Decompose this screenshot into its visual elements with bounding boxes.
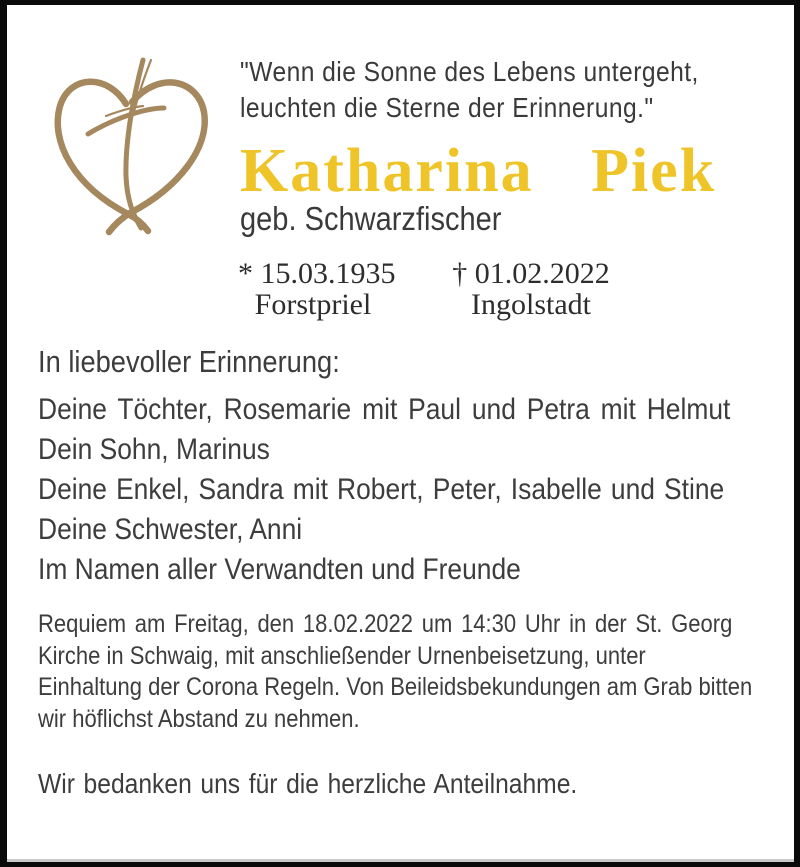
birth-symbol: * (238, 257, 253, 290)
quote-line-1: "Wenn die Sonne des Lebens untergeht, (240, 56, 699, 87)
service-details (38, 609, 800, 735)
life-dates (238, 258, 612, 320)
maiden-name: geb. Schwarzfischer (240, 200, 502, 237)
birth-date-line (238, 257, 396, 290)
service-line: Einhaltung der Corona Regeln. Von Beileidsbekundungen am Grab bitten (38, 673, 753, 701)
family-line: Deine Enkel, Sandra mit Robert, Peter, Isabelle und Stine (38, 473, 725, 506)
family-line: Deine Töchter, Rosemarie mit Paul und Petra mit Helmut (38, 393, 731, 426)
birth-date: 15.03.1935 (260, 257, 396, 290)
family-line: Deine Schwester, Anni (38, 513, 303, 546)
death-date-line (450, 258, 612, 289)
memorial-heading: In liebevoller Erinnerung: (38, 344, 340, 379)
death-info (450, 258, 612, 320)
service-line: Kirche in Schwaig, mit anschließender Urnenbeisetzung, unter (38, 641, 646, 670)
death-date: 01.02.2022 (474, 257, 610, 290)
death-cross-symbol: † (452, 257, 468, 290)
cross-bar (88, 108, 164, 134)
deceased-name: Katharina Piek (240, 137, 717, 205)
birth-place: Forstpriel (254, 288, 372, 321)
cross-stem (126, 60, 143, 228)
family-line: Im Namen aller Verwandten und Freunde (38, 553, 521, 586)
heart-cross-icon (30, 50, 230, 280)
quote-line-2: leuchten die Sterne der Erinnerung." (240, 92, 654, 123)
memorial-quote (240, 54, 699, 126)
service-line: Requiem am Freitag, den 18.02.2022 um 14:30 Uhr in der St. Georg (38, 610, 733, 638)
family-line: Dein Sohn, Marinus (38, 433, 270, 466)
birth-info (238, 257, 396, 321)
closing-line: Wir bedanken uns für die herzliche Anteilnahme. (38, 768, 578, 799)
service-line: wir höflichst Abstand zu nehmen. (38, 704, 360, 733)
family-list (38, 390, 795, 590)
death-place: Ingolstadt (471, 288, 591, 321)
